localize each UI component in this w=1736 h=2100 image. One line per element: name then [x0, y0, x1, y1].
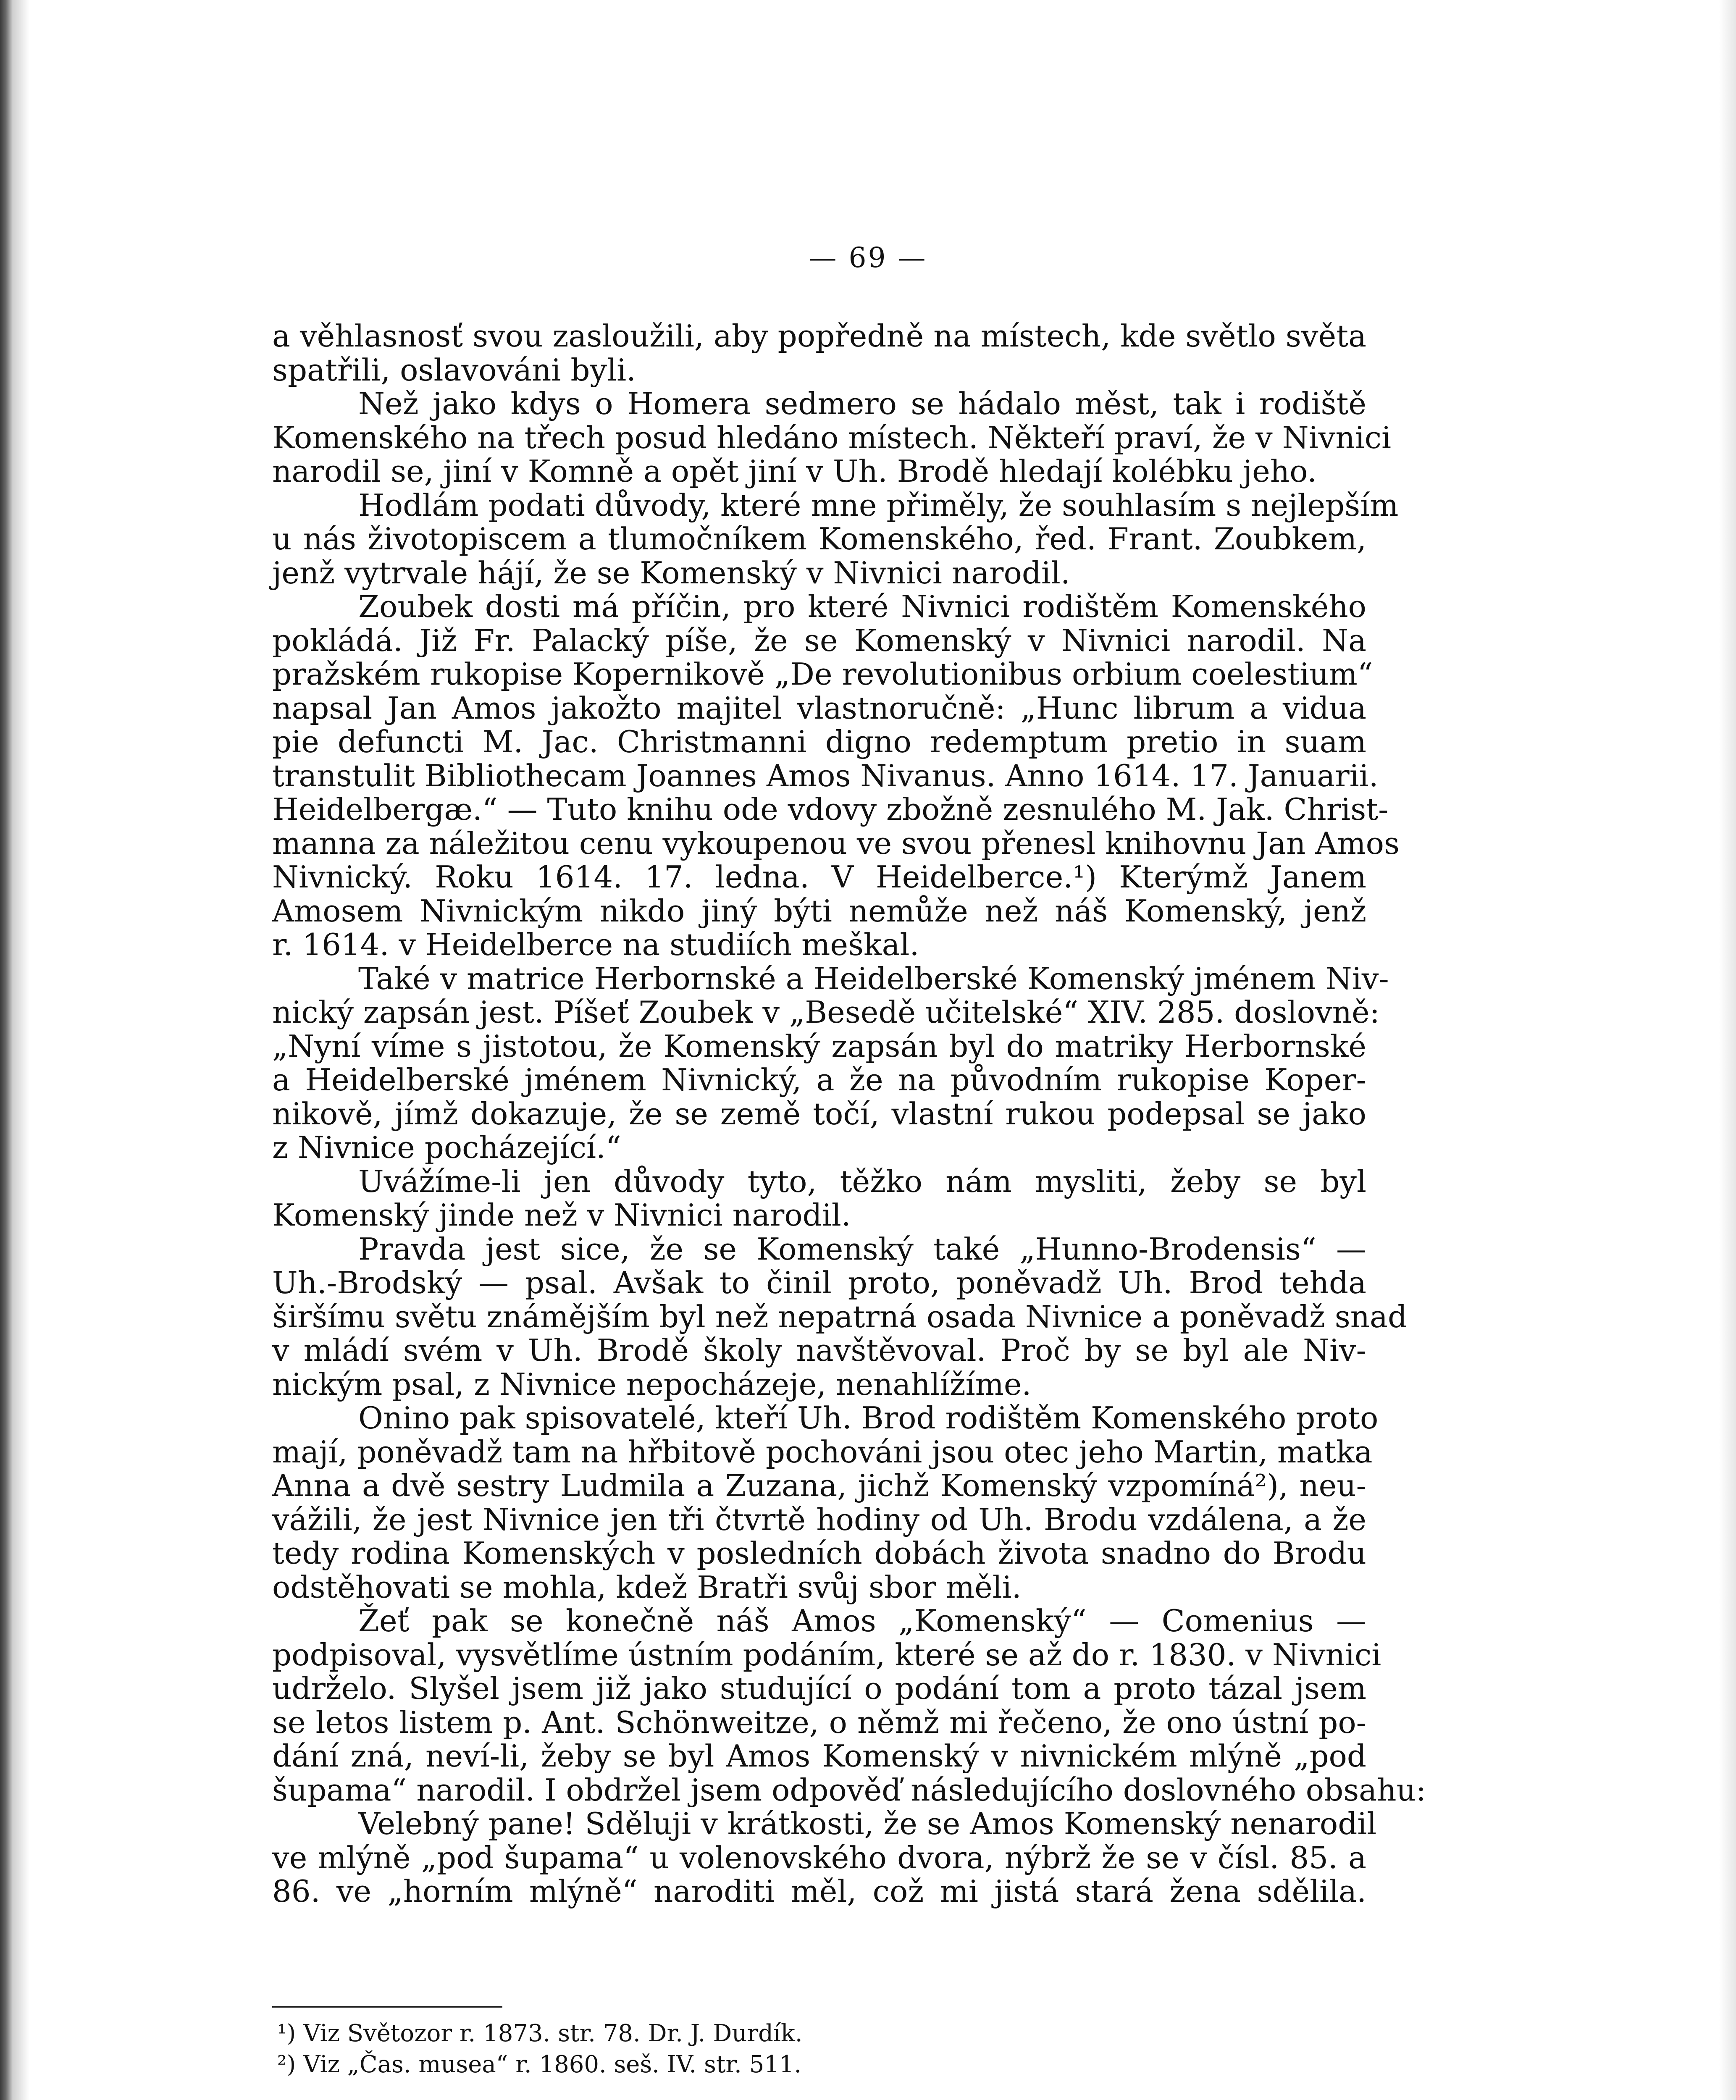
- text-line: mají, poněvadž tam na hřbitově pochováni jsou otec jeho Martin, matka: [272, 1434, 1373, 1470]
- text-line: manna za náležitou cenu vykoupenou ve svou přenesl knihovnu Jan Amos: [272, 825, 1400, 861]
- text-line: narodil se, jiní v Komně a opět jiní v Uh. Brodě hledají kolébku jeho.: [272, 454, 1317, 489]
- text-line: u nás životopiscem a tlumočníkem Komenského, řed. Frant. Zoubkem,: [272, 521, 1366, 556]
- text-line: se letos listem p. Ant. Schönweitze, o němž mi řečeno, že ono ústní po-: [272, 1704, 1366, 1740]
- text-line: Žeť pak se konečně náš Amos „Komenský“ — Comenius —: [358, 1603, 1366, 1638]
- scan-edge-left: [0, 0, 29, 2100]
- text-line: Nivnický. Roku 1614. 17. ledna. V Heidelberce.¹) Kterýmž Janem: [272, 859, 1366, 895]
- footnote-mark: ¹): [277, 2020, 296, 2047]
- footnotes: [277, 2018, 1369, 2080]
- text-line: nický zapsán jest. Píšeť Zoubek v „Besedě učitelské“ XIV. 285. doslovně:: [272, 995, 1380, 1030]
- text-line: Onino pak spisovatelé, kteří Uh. Brod rodištěm Komenského proto: [358, 1400, 1379, 1436]
- text-line: Heidelbergæ.“ — Tuto knihu ode vdovy zbožně zesnulého M. Jak. Christ-: [272, 792, 1389, 827]
- text-line: ve mlýně „pod šupama“ u volenovského dvora, nýbrž že se v čísl. 85. a: [272, 1840, 1366, 1875]
- text-line: pokládá. Již Fr. Palacký píše, že se Komenský v Nivnici narodil. Na: [272, 622, 1366, 658]
- text-line: Zoubek dosti má příčin, pro které Nivnici rodištěm Komenského: [358, 589, 1366, 624]
- footnote-text: Viz „Čas. musea“ r. 1860. seš. IV. str. 511.: [303, 2051, 802, 2078]
- text-line: Velebný pane! Sděluji v krátkosti, že se Amos Komenský nenarodil: [358, 1806, 1377, 1841]
- text-line: Anna a dvě sestry Ludmila a Zuzana, jichž Komenský vzpomíná²), neu-: [272, 1468, 1366, 1503]
- text-line: transtulit Bibliothecam Joannes Amos Nivanus. Anno 1614. 17. Januarii.: [272, 758, 1379, 793]
- text-line: tedy rodina Komenských v posledních dobách života snadno do Brodu: [272, 1536, 1366, 1571]
- text-line: podpisoval, vysvětlíme ústním podáním, které se až do r. 1830. v Nivnici: [272, 1637, 1381, 1672]
- text-line: Uh.-Brodský — psal. Avšak to činil proto, poněvadž Uh. Brod tehda: [272, 1265, 1366, 1300]
- text-line: širšímu světu známějším byl než nepatrná osada Nivnice a poněvadž snad: [272, 1299, 1408, 1334]
- text-line: pražském rukopise Kopernikově „De revolutionibus orbium coelestium“: [272, 656, 1373, 692]
- text-line: Také v matrice Herbornské a Heidelberské Komenský jménem Niv-: [358, 961, 1389, 996]
- text-line: a Heidelberské jménem Nivnický, a že na původním rukopise Koper-: [272, 1062, 1366, 1097]
- text-line: Komenský jinde než v Nivnici narodil.: [272, 1197, 851, 1233]
- text-line: pie defuncti M. Jac. Christmanni digno redemptum pretio in suam: [272, 724, 1366, 759]
- text-line: Amosem Nivnickým nikdo jiný býti nemůže než náš Komenský, jenž: [272, 893, 1366, 929]
- text-line: dání zná, neví-li, žeby se byl Amos Komenský v nivnickém mlýně „pod: [272, 1738, 1366, 1774]
- text-line: jenž vytrvale hájí, že se Komenský v Nivnici narodil.: [272, 555, 1070, 591]
- body-text: [272, 318, 1426, 1909]
- text-line: napsal Jan Amos jakožto majitel vlastnoručně: „Hunc librum a vidua: [272, 690, 1366, 726]
- footnote-mark: ²): [277, 2051, 296, 2078]
- text-line: Uvážíme-li jen důvody tyto, těžko nám mysliti, žeby se byl: [358, 1163, 1366, 1199]
- text-line: spatřili, oslavováni byli.: [272, 352, 636, 388]
- text-line: 86. ve „horním mlýně“ naroditi měl, což mi jistá stará žena sdělila.: [272, 1874, 1366, 1909]
- text-line: Pravda jest sice, že se Komenský také „Hunno-Brodensis“ —: [358, 1231, 1366, 1267]
- text-line: z Nivnice pocházející.“: [272, 1130, 621, 1165]
- text-line: Komenského na třech posud hledáno místech. Někteří praví, že v Nivnici: [272, 420, 1392, 455]
- text-line: šupama“ narodil. I obdržel jsem odpověď následujícího doslovného obsahu:: [272, 1772, 1426, 1808]
- text-line: nickým psal, z Nivnice nepocházeje, nenahlížíme.: [272, 1366, 1032, 1402]
- text-line: odstěhovati se mohla, kdež Bratři svůj sbor měli.: [272, 1569, 1022, 1605]
- page-number: — 69 —: [809, 242, 927, 274]
- text-line: udrželo. Slyšel jsem již jako studující o podání tom a proto tázal jsem: [272, 1671, 1366, 1706]
- text-line: Hodlám podati důvody, které mne přiměly, že souhlasím s nejlepším: [358, 487, 1399, 523]
- footnote: [277, 2049, 1369, 2080]
- scan-edge-right: [1719, 0, 1736, 2100]
- footnote-divider: [272, 2006, 502, 2008]
- footnote: [277, 2018, 1369, 2049]
- text-line: nikově, jímž dokazuje, že se země točí, vlastní rukou podepsal se jako: [272, 1096, 1366, 1131]
- text-line: „Nyní víme s jistotou, že Komenský zapsán byl do matriky Herbornské: [272, 1028, 1366, 1064]
- text-line: Než jako kdys o Homera sedmero se hádalo měst, tak i rodiště: [358, 386, 1366, 421]
- text-line: vážili, že jest Nivnice jen tři čtvrtě hodiny od Uh. Brodu vzdálena, a že: [272, 1502, 1366, 1537]
- text-line: r. 1614. v Heidelberce na studiích meškal.: [272, 927, 919, 962]
- text-line: v mládí svém v Uh. Brodě školy navštěvoval. Proč by se byl ale Niv-: [272, 1333, 1366, 1368]
- text-line: a věhlasnosť svou zasloužili, aby popředně na místech, kde světlo světa: [272, 318, 1366, 354]
- footnote-text: Viz Světozor r. 1873. str. 78. Dr. J. Durdík.: [303, 2020, 803, 2047]
